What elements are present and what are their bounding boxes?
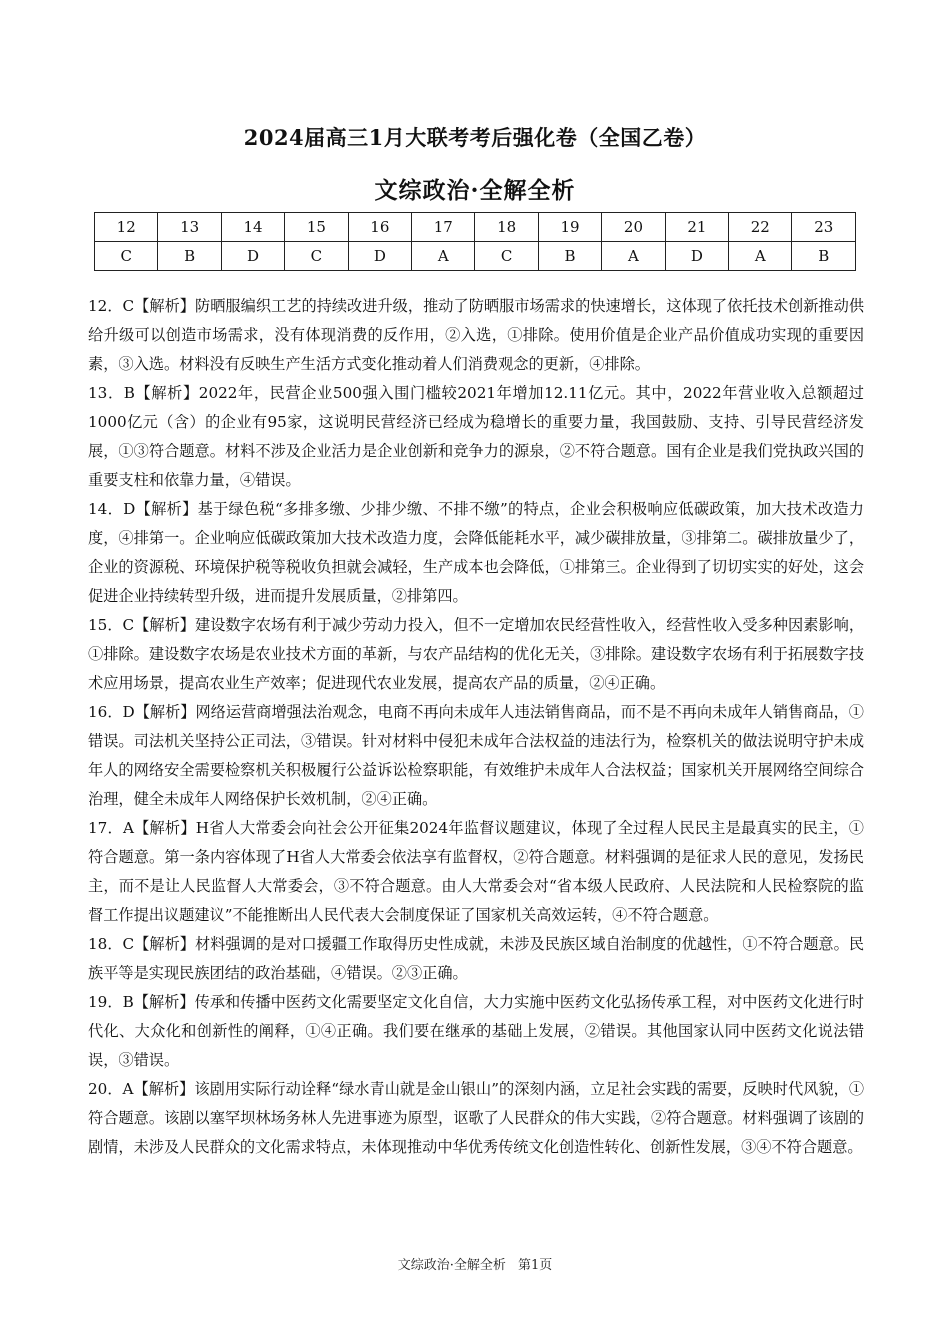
explanation-paragraph	[88, 292, 864, 379]
document-title: 2024届高三1月大联考考后强化卷（全国乙卷）	[243, 125, 707, 150]
answer-cell: D	[348, 242, 411, 271]
explanation-text: 2022年，民营企业500强入围门槛较2021年增加12.11亿元。其中，2022年营业收入总额超过1000亿元（含）的企业有95家，这说明民营经济已经成为稳增长的重要力量，我国鼓励、支持、引导民营经济发展，①③符合题意。材料不涉及企业活力是企业创新和竞争力的源泉，②不符合题意。国有企业是我们党执政兴国的重要支柱和依靠力量，④错误。	[88, 384, 864, 489]
explanation-text: 该剧用实际行动诠释“绿水青山就是金山银山”的深刻内涵，立足社会实践的需要，反映时代风貌，①符合题意。该剧以塞罕坝林场务林人先进事迹为原型，讴歌了人民群众的伟大实践，②符合题意。材料强调了该剧的剧情，未涉及人民群众的文化需求特点，未体现推动中华优秀传统文化创造性转化、创新性发展，③④不符合题意。	[88, 1080, 865, 1156]
question-number-cell: 14	[221, 213, 284, 242]
answer-cell: D	[665, 242, 728, 271]
explanation-paragraph	[88, 988, 864, 1075]
question-number-cell: 20	[602, 213, 665, 242]
answer-cell: C	[475, 242, 538, 271]
explanation-text: 网络运营商增强法治观念，电商不再向未成年人违法销售商品，而不是不再向未成年人销售商品，①错误。司法机关坚持公正司法，③错误。针对材料中侵犯未成年合法权益的违法行为，检察机关的做法说明守护未成年人的网络安全需要检察机关积极履行公益诉讼检察职能，有效维护未成年人合法权益；国家机关开展网络空间综合治理，健全未成年人网络保护长效机制，②④正确。	[88, 703, 864, 808]
explanation-label: 20．A【解析】	[88, 1080, 195, 1098]
footer-page-number: 第1页	[518, 1258, 553, 1273]
answer-table-number-row	[95, 213, 856, 242]
page-footer	[0, 1254, 950, 1273]
answer-table	[94, 212, 856, 271]
answer-cell: B	[792, 242, 856, 271]
footer-subject: 文综政治·全解全析	[397, 1258, 506, 1273]
question-number-cell: 16	[348, 213, 411, 242]
explanation-text: 防晒服编织工艺的持续改进升级，推动了防晒服市场需求的快速增长，这体现了依托技术创新推动供给升级可以创造市场需求，没有体现消费的反作用，②入选，①排除。使用价值是企业产品价值成功实现的重要因素，③入选。材料没有反映生产生活方式变化推动着人们消费观念的更新，④排除。	[88, 297, 865, 373]
document-subtitle: 文综政治·全解全析	[374, 177, 576, 204]
answer-cell: B	[158, 242, 221, 271]
answer-cell: D	[221, 242, 284, 271]
explanation-label: 13．B【解析】	[88, 384, 199, 402]
explanation-paragraph	[88, 611, 864, 698]
question-number-cell: 18	[475, 213, 538, 242]
explanation-paragraph	[88, 698, 864, 814]
explanations-section	[88, 292, 864, 1162]
question-number-cell: 13	[158, 213, 221, 242]
explanation-paragraph	[88, 495, 864, 611]
explanation-text: 材料强调的是对口援疆工作取得历史性成就，未涉及民族区域自治制度的优越性，①不符合题意。民族平等是实现民族团结的政治基础，④错误。②③正确。	[88, 935, 865, 982]
answer-table-answer-row	[95, 242, 856, 271]
answer-cell: C	[285, 242, 348, 271]
explanation-label: 15．C【解析】	[88, 616, 196, 634]
question-number-cell: 23	[792, 213, 856, 242]
answer-cell: A	[412, 242, 475, 271]
answer-cell: C	[95, 242, 158, 271]
explanation-text: 基于绿色税“多排多缴、少排少缴、不排不缴”的特点，企业会积极响应低碳政策，加大技术改造力度，④排第一。企业响应低碳政策加大技术改造力度，会降低能耗水平，减少碳排放量，③排第二。碳排放量少了，企业的资源税、环境保护税等税收负担就会减轻，生产成本也会降低，①排第三。企业得到了切切实实的好处，这会促进企业持续转型升级，进而提升发展质量，②排第四。	[88, 500, 864, 605]
explanation-label: 16．D【解析】	[88, 703, 196, 721]
answer-cell: B	[538, 242, 601, 271]
answer-cell: A	[729, 242, 792, 271]
explanation-text: 建设数字农场有利于减少劳动力投入，但不一定增加农民经营性收入，经营性收入受多种因素影响，①排除。建设数字农场是农业技术方面的革新，与农产品结构的优化无关，③排除。建设数字农场有利于拓展数字技术应用场景，提高农业生产效率；促进现代农业发展，提高农产品的质量，②④正确。	[88, 616, 865, 692]
explanation-label: 14．D【解析】	[88, 500, 198, 518]
explanation-label: 17．A【解析】	[88, 819, 196, 837]
question-number-cell: 15	[285, 213, 348, 242]
question-number-cell: 21	[665, 213, 728, 242]
explanation-paragraph	[88, 1075, 864, 1162]
explanation-label: 19．B【解析】	[88, 993, 195, 1011]
answer-cell: A	[602, 242, 665, 271]
question-number-cell: 12	[95, 213, 158, 242]
question-number-cell: 19	[538, 213, 601, 242]
explanation-paragraph	[88, 814, 864, 930]
question-number-cell: 17	[412, 213, 475, 242]
question-number-cell: 22	[729, 213, 792, 242]
explanation-text: H省人大常委会向社会公开征集2024年监督议题建议，体现了全过程人民民主是最真实的民主，①符合题意。第一条内容体现了H省人大常委会依法享有监督权，②符合题意。材料强调的是征求人民的意见，发扬民主，而不是让人民监督人大常委会，③不符合题意。由人大常委会对“省本级人民政府、人民法院和人民检察院的监督工作提出议题建议”不能推断出人民代表大会制度保证了国家机关高效运转，④不符合题意。	[88, 819, 864, 924]
explanation-paragraph	[88, 930, 864, 988]
explanation-paragraph	[88, 379, 864, 495]
explanation-label: 18．C【解析】	[88, 935, 196, 953]
explanation-text: 传承和传播中医药文化需要坚定文化自信，大力实施中医药文化弘扬传承工程，对中医药文化进行时代化、大众化和创新性的阐释，①④正确。我们要在继承的基础上发展，②错误。其他国家认同中医药文化说法错误，③错误。	[88, 993, 864, 1069]
explanation-label: 12．C【解析】	[88, 297, 196, 315]
